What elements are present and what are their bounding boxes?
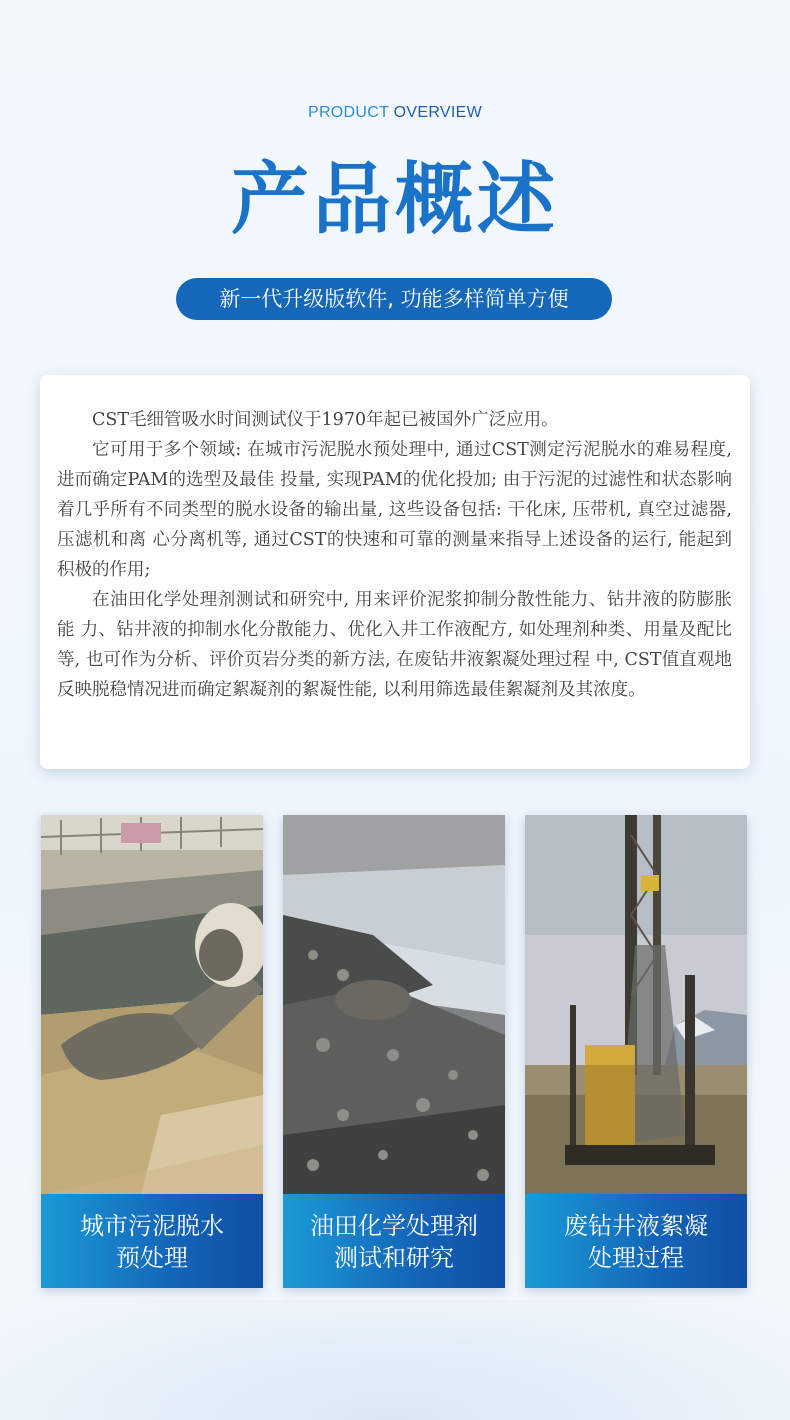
subtitle-pill: 新一代升级版软件, 功能多样简单方便 xyxy=(176,278,612,320)
intro-paragraph: CST毛细管吸水时间测试仪于1970年起已被国外广泛应用。 xyxy=(92,410,559,430)
oilfield-mud-photo xyxy=(283,815,505,1194)
bottom-decoration xyxy=(0,1300,790,1420)
application-card-drilling xyxy=(525,815,747,1288)
application-caption xyxy=(41,1194,263,1288)
caption-line: 预处理 xyxy=(116,1244,188,1272)
overview-eyebrow xyxy=(0,104,790,122)
caption-line: 测试和研究 xyxy=(334,1244,454,1272)
caption-line: 废钻井液絮凝 xyxy=(564,1212,708,1240)
application-card-oilfield xyxy=(283,815,505,1288)
sludge-pipe-photo xyxy=(41,815,263,1194)
eyebrow-product: PRODUCT xyxy=(307,104,389,121)
caption-line: 油田化学处理剂 xyxy=(310,1212,478,1240)
intro-card xyxy=(40,375,750,769)
drilling-rig-photo xyxy=(525,815,747,1194)
application-caption xyxy=(525,1194,747,1288)
application-card-sludge xyxy=(41,815,263,1288)
eyebrow-overview: OVERVIEW xyxy=(393,104,483,121)
intro-paragraph: 在油田化学处理剂测试和研究中, 用来评价泥浆抑制分散性能力、钻井液的防膨胀能 力、钻井液的抑制水化分散能力、优化入井工作液配方, 如处理剂种类、用量及配比等, 也可作为分析、评价页岩分类的新方法, 在废钻井液絮凝处理过程 中, CST值直观地反映脱稳情况进而确定絮凝剂的絮凝性能, 以利用筛选最佳絮凝剂及其浓度。 xyxy=(57,590,732,700)
caption-line: 城市污泥脱水 xyxy=(80,1212,224,1240)
application-caption xyxy=(283,1194,505,1288)
caption-line: 处理过程 xyxy=(588,1244,684,1272)
intro-paragraph: 它可用于多个领域: 在城市污泥脱水预处理中, 通过CST测定污泥脱水的难易程度, 进而确定PAM的选型及最佳 投量, 实现PAM的优化投加; 由于污泥的过滤性和状态影响着几乎所有不同类型的脱水设备的输出量, 这些设备包括: 干化床, 压带机, 真空过滤器, 压滤机和离 心分离机等, 通过CST的快速和可靠的测量来指导上述设备的运行, 能起到积极的作用; xyxy=(57,440,732,580)
page-title: 产品概述 xyxy=(230,155,559,245)
